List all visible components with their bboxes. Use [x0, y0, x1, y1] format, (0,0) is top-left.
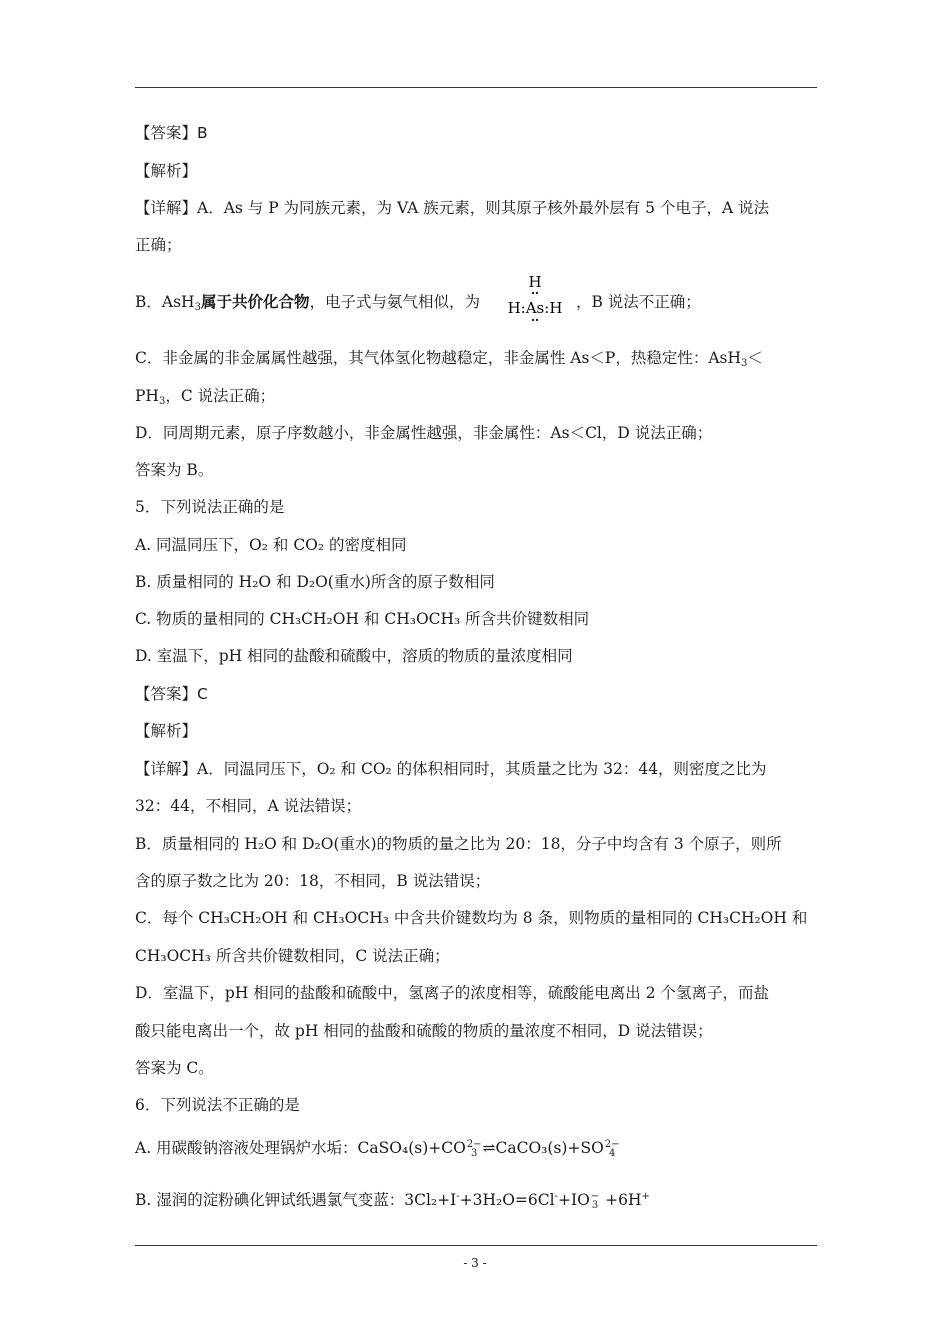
header-rule — [135, 87, 817, 88]
explanation-line: 正确； — [135, 236, 182, 254]
explanation-line: 酸只能电离出一个，故 pH 相同的盐酸和硫酸的物质的量浓度不相同，D 说法错误； — [135, 1022, 713, 1040]
explanation-line: 32：44，不相同，A 说法错误； — [135, 797, 362, 815]
electron-dot-formula — [477, 273, 567, 323]
explanation-line: B．质量相同的 H₂O 和 D₂O(重水)的物质的量之比为 20：18，分子中均含有 3 个原子，则所 — [135, 835, 782, 853]
explanation-line: C．每个 CH₃CH₂OH 和 CH₃OCH₃ 中含共价键数均为 8 条，则物质的量相同的 CH₃CH₂OH 和 — [135, 909, 808, 927]
electron-dot-middle: H:As:H — [507, 299, 563, 317]
explanation-line: 【详解】A．同温同压下，O₂ 和 CO₂ 的体积相同时，其质量之比为 32：44，则密度之比为 — [135, 760, 767, 778]
final-answer: 答案为 C。 — [135, 1059, 214, 1077]
analysis-label: 【解析】 — [135, 722, 198, 740]
page-number: - 3 - — [463, 1256, 487, 1270]
final-answer: 答案为 B。 — [135, 461, 214, 479]
question-5-stem: 5．下列说法正确的是 — [135, 498, 285, 516]
explanation-line: D．室温下，pH 相同的盐酸和硫酸中，氢离子的浓度相等，硫酸能电离出 2 个氢离子，而盐 — [135, 984, 770, 1002]
option-d: D. 室温下，pH 相同的盐酸和硫酸中，溶质的物质的量浓度相同 — [135, 647, 573, 665]
explanation-line: 含的原子数之比为 20：18，不相同，B 说法错误； — [135, 872, 491, 890]
explanation-line-c2: $PH_3$，C 说法正确； — [135, 387, 276, 407]
explanation-line-b: B．AsH$_3$属于共价化合物，电子式与氨气相似，为 ，B 说法不正确； — [135, 293, 701, 313]
option-a: A. 同温同压下，O₂ 和 CO₂ 的密度相同 — [135, 536, 407, 554]
answer-label: 【答案】C — [135, 685, 208, 703]
analysis-label: 【解析】 — [135, 162, 198, 180]
option-a: A. 用碳酸钠溶液处理锅炉水垢：CaSO₄(s)+CO 2− 3 ⇌CaCO₃(s)+SO 2− 4 — [135, 1139, 620, 1159]
electron-dot-top-h: H — [528, 273, 542, 291]
question-6-stem: 6．下列说法不正确的是 — [135, 1096, 300, 1114]
explanation-line: D．同周期元素，原子序数越小，非金属性越强，非金属性：As＜Cl，D 说法正确； — [135, 424, 713, 442]
option-b: B. 质量相同的 H₂O 和 D₂O(重水)所含的原子数相同 — [135, 573, 495, 591]
footer-rule — [135, 1245, 817, 1246]
explanation-line: 【详解】A．As 与 P 为同族元素，为 VA 族元素，则其原子核外最外层有 5 个电子，A 说法 — [135, 199, 770, 217]
explanation-line-c: C．非金属的非金属属性越强，其气体氢化物越稳定，非金属性 As＜P，热稳定性：AsH$_3$＜ — [135, 349, 763, 369]
option-b: B. 湿润的淀粉碘化钾试纸遇氯气变蓝：3Cl₂+I-+3H₂O=6Cl-+IO − 3 +6H+ — [135, 1191, 650, 1211]
answer-label: 【答案】B — [135, 124, 208, 142]
option-c: C. 物质的量相同的 CH₃CH₂OH 和 CH₃OCH₃ 所含共价键数相同 — [135, 610, 590, 628]
explanation-line: CH₃OCH₃ 所含共价键数相同，C 说法正确； — [135, 947, 450, 965]
